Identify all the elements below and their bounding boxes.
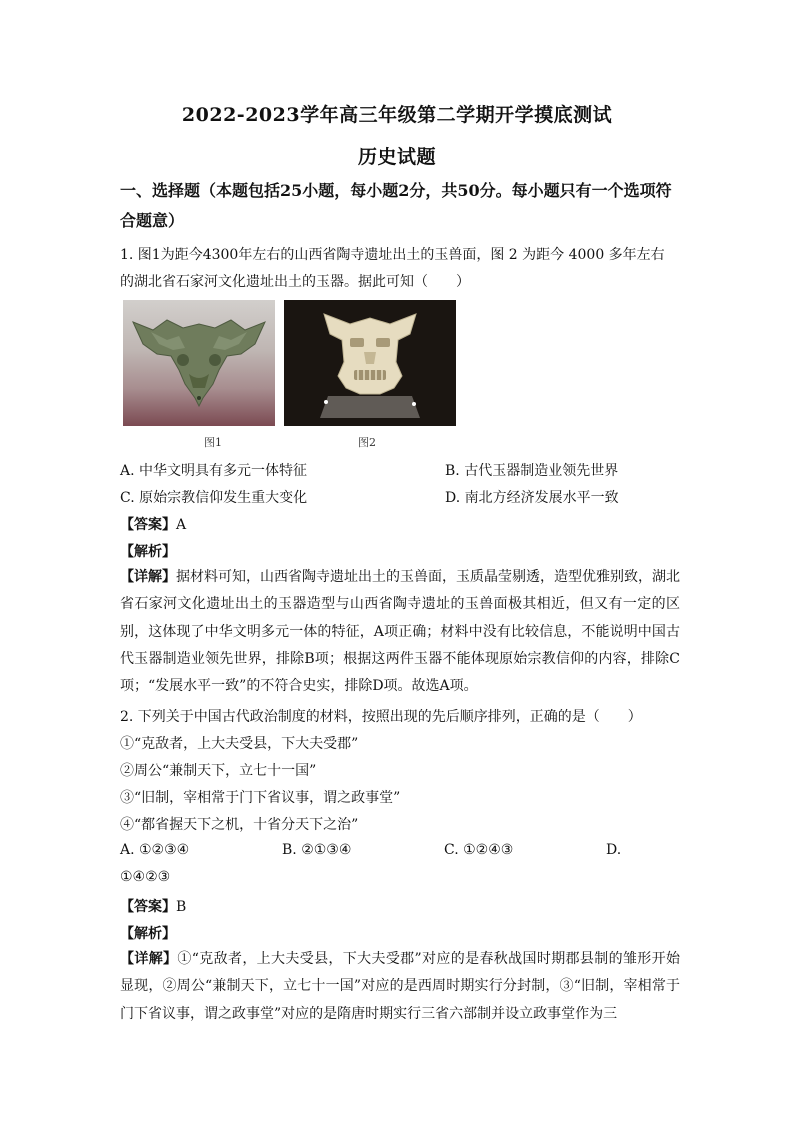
q2-answer [120, 896, 186, 916]
q2-analysis-label: 【解析】 [120, 926, 176, 942]
q2-item-4: ④“都省握天下之机，十省分天下之治” [120, 817, 359, 833]
q1-detail [120, 564, 680, 700]
q2-item-1: ①“克敌者，上大夫受县，下大夫受郡” [120, 736, 359, 752]
exam-subtitle: 历史试题 [357, 146, 436, 168]
q2-item-3: ③“旧制，宰相常于门下省议事，谓之政事堂” [120, 790, 401, 806]
q1-analysis-label: 【解析】 [120, 544, 176, 560]
figure-1-jade-mask-photo [123, 300, 275, 426]
section-heading: 一、选择题（本题包括25小题，每小题2分，共50分。每小题只有一个选项符合题意） [120, 181, 672, 230]
q2-option-c: C. ①②④③ [444, 842, 514, 858]
q1-option-c: C. 原始宗教信仰发生重大变化 [120, 490, 308, 506]
q2-answer-label: 【答案】 [120, 899, 176, 915]
q1-option-d: D. 南北方经济发展水平一致 [445, 490, 619, 506]
q2-item-2: ②周公“兼制天下，立七十一国” [120, 763, 317, 779]
figure-2-jade-artifact-photo [284, 300, 456, 426]
q1-answer [120, 514, 186, 534]
q2-detail-text: ①“克敌者，上大夫受县，下大夫受郡”对应的是春秋战国时期郡县制的雏形开始显现，②周公“兼制天下，立七十一国”对应的是西周时期实行分封制，③“旧制，宰相常于门下省议事，谓之政事堂”对应的是隋唐时期实行三省六部制并设立政事堂作为三 [120, 951, 681, 1022]
exam-title: 2022-2023学年高三年级第二学期开学摸底测试 [181, 104, 613, 126]
q1-stem-line1: 1. 图1为距今4300年左右的山西省陶寺遗址出土的玉兽面，图 2 为距今 4000 多年左右 [120, 247, 665, 263]
q1-detail-text: 据材料可知，山西省陶寺遗址出土的玉兽面，玉质晶莹剔透，造型优雅别致，湖北省石家河文化遗址出土的玉器造型与山西省陶寺遗址的玉兽面极其相近，但又有一定的区别，这体现了中华文明多元一体的特征，A项正确；材料中没有比较信息，不能说明中国古代玉器制造业领先世界，排除B项；根据这两件玉器不能体现原始宗教信仰的内容，排除C项；“发展水平一致”的不符合史实，排除D项。故选A项。 [120, 569, 680, 695]
q2-option-d: D. [606, 842, 622, 858]
q2-answer-value: B [176, 899, 187, 915]
q1-stem-line2: 的湖北省石家河文化遗址出土的玉器。据此可知（ ） [120, 274, 470, 290]
figure-1-caption: 图1 [204, 436, 222, 449]
q2-detail-label: 【详解】 [120, 951, 178, 967]
figure-2-caption: 图2 [358, 436, 376, 449]
q2-option-d-value: ①④②③ [120, 869, 171, 885]
q1-answer-value: A [176, 517, 187, 533]
q1-option-b: B. 古代玉器制造业领先世界 [445, 463, 619, 479]
q1-option-a: A. 中华文明具有多元一体特征 [120, 463, 308, 479]
q2-option-a: A. ①②③④ [120, 842, 190, 858]
q1-detail-label: 【详解】 [120, 569, 176, 585]
q2-stem: 2. 下列关于中国古代政治制度的材料，按照出现的先后顺序排列，正确的是（ ） [120, 709, 642, 725]
q1-answer-label: 【答案】 [120, 517, 176, 533]
q2-option-b: B. ②①③④ [282, 842, 352, 858]
q2-detail [120, 946, 680, 1028]
